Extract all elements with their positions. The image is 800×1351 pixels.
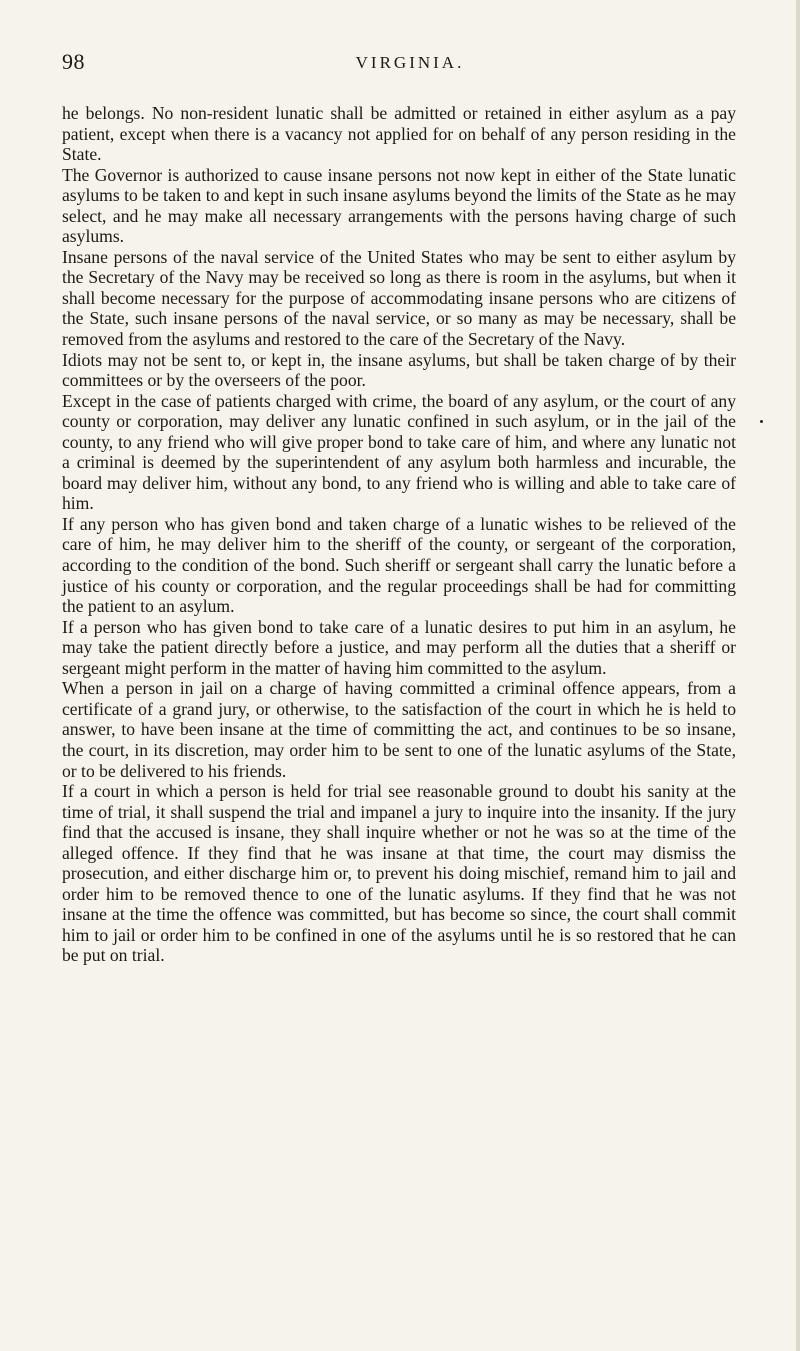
paragraph: If a person who has given bond to take care of a lunatic desires to put him in an asylum, he may take the patient directly before a justice, and may perform all the duties that a sheriff or sergeant might perform in the matter of having him committed to the asylum. bbox=[62, 616, 736, 678]
paragraph: Except in the case of patients charged with crime, the board of any asylum, or the court of any county or corporation, may deliver any lunatic confined in such asylum, or in the jail of the county, to any friend who will give proper bond to take care of him, and where any lunatic not a criminal is deemed by the superintendent of any asylum both harmless and incurable, the board may deliver him, without any bond, to any friend who is willing and able to take care of him. bbox=[62, 390, 736, 514]
page-number: 98 bbox=[62, 49, 85, 74]
paragraph: Insane persons of the naval service of the United States who may be sent to either asylum by the Secretary of the Navy may be received so long as there is room in the asylums, but when it shall become necessary for the purpose of accommodating insane persons who are citizens of the State, such insane persons of the naval service, or so many as may be necessary, shall be removed from the asylums and restored to the care of the Secretary of the Navy. bbox=[62, 246, 736, 350]
paragraph: The Governor is authorized to cause insane persons not now kept in either of the State lunatic asylums to be taken to and kept in such insane asylums beyond the limits of the State as he may select, and he may make all necessary arrangements with the persons having charge of such asylums. bbox=[62, 164, 736, 247]
paragraph: When a person in jail on a charge of having committed a criminal offence appears, from a certificate of a grand jury, or otherwise, to the satisfaction of the court in which he is held to answer, to have been insane at the time of committing the act, and continues to be so insane, the court, in its discretion, may order him to be sent to one of the lunatic asylums of the State, or to be delivered to his friends. bbox=[62, 678, 736, 781]
page-edge bbox=[796, 0, 800, 1351]
paragraph: If any person who has given bond and taken charge of a lunatic wishes to be relieved of the care of him, he may deliver him to the sheriff of the county, or sergeant of the corporation, according to the condition of the bond. Such sheriff or sergeant shall carry the lunatic before a justice of his county or corporation, and the regular proceedings shall be had for committing the patient to an asylum. bbox=[62, 513, 736, 617]
running-head: VIRGINIA. bbox=[355, 53, 465, 72]
paragraph: he belongs. No non-resident lunatic shall be admitted or retained in either asylum as a pay patient, except when there is a vacancy not applied for on behalf of any person residing in the State. bbox=[62, 103, 736, 165]
paragraph: Idiots may not be sent to, or kept in, the insane asylums, but shall be taken charge of by their committees or by the overseers of the poor. bbox=[62, 349, 736, 391]
body-text bbox=[62, 103, 736, 966]
margin-dot bbox=[760, 420, 763, 423]
paragraph: If a court in which a person is held for trial see reasonable ground to doubt his sanity at the time of trial, it shall suspend the trial and impanel a jury to inquire into the insanity. If the jury find that the accused is insane, they shall inquire whether or not he was so at the time of the alleged offence. If they find that he was insane at that time, the court may dismiss the prosecution, and either discharge him or, to prevent his doing mischief, remand him to jail and order him to be removed thence to one of the lunatic asylums. If they find that he was not insane at the time the offence was committed, but has become so since, the court shall commit him to jail or order him to be confined in one of the asylums until he is so restored that he can be put on trial. bbox=[62, 781, 736, 966]
